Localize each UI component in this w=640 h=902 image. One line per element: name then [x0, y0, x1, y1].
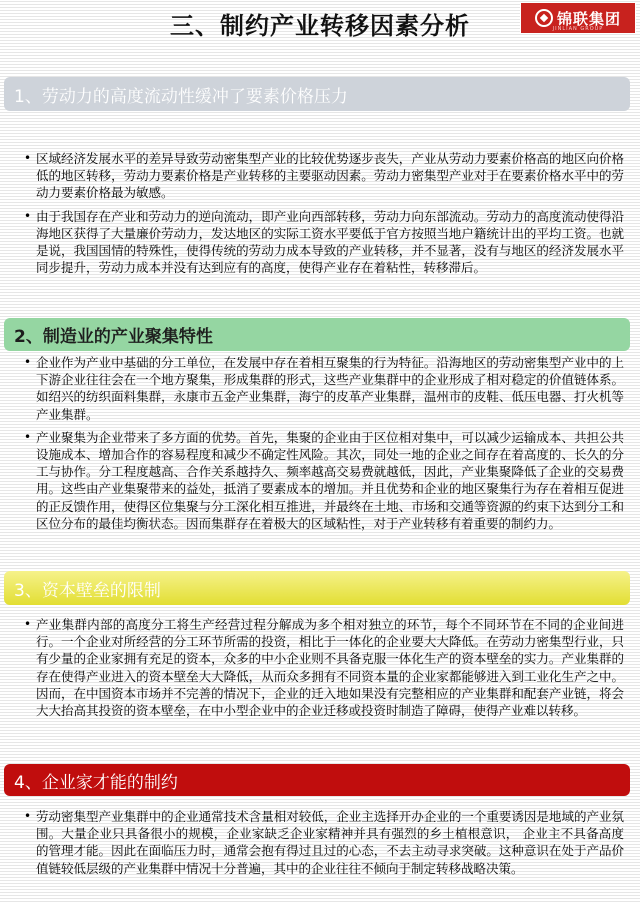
logo-text: 锦联集团	[556, 9, 621, 28]
section-body-1	[24, 150, 624, 282]
paragraph-text: 产业聚集为企业带来了多方面的优势。首先，集聚的企业由于区位相对集中，可以减少运输成本、共担公共设施成本、增加合作的容易程度和减少不确定性风险。其次，同处一地的企业之间存在着高度的、长久的分工与协作。分工程度越高、合作关系越持久、频率越高交易费就越低，因此，产业集聚降低了企业的交易费用。这些由产业集聚带来的益处，抵消了要素成本的增加。并且优势和企业的地区聚集行为存在着相互促进的正反馈作用，使得区位集聚与分工深化相互推进，并最终在土地、市场和交通等资源的约束下达到分工和区位分布的最佳均衡状态。因而集群存在着极大的区域粘性，对于产业转移有着重要的制约力。	[36, 429, 624, 531]
section-heading-3	[4, 571, 630, 605]
section-heading-text: 1、劳动力的高度流动性缓冲了要素价格压力	[14, 86, 348, 107]
company-logo	[520, 2, 636, 34]
bullet-paragraph	[24, 150, 624, 202]
bullet-paragraph	[24, 354, 624, 423]
paragraph-text: 劳动密集型产业集群中的企业通常技术含量相对较低，企业主选择开办企业的一个重要诱因是地域的产业氛围。大量企业只具备很小的规模，企业家缺乏企业家精神并具有强烈的乡土植根意识， 企业主不具备高度的管理才能。因此在面临压力时，通常会抱有得过且过的心态，不去主动寻求突破。这种意识在处于产品价值链较低层级的产业集群中情况十分普遍，其中的企业往往不倾向于制定转移战略决策。	[36, 809, 624, 876]
bullet-icon: •	[24, 429, 32, 444]
section-body-2	[24, 354, 624, 538]
bullet-icon: •	[24, 355, 32, 369]
section-body-3	[24, 616, 624, 725]
bullet-paragraph	[24, 429, 624, 532]
bullet-paragraph	[24, 616, 624, 719]
bullet-icon: •	[24, 151, 32, 165]
section-heading-2	[4, 318, 630, 351]
logo-subtext: JINLIAN GROUP	[552, 26, 604, 32]
paragraph-text: 由于我国存在产业和劳动力的逆向流动，即产业向西部转移，劳动力向东部流动。劳动力的高度流动使得沿海地区获得了大量廉价劳动力，发达地区的实际工资水平要低于官方按照当地户籍统计出的平均工资。也就是说，我国国情的特殊性，使得传统的劳动力成本导致的产业转移，并不显著，没有与地区的经济发展水平同步提升，劳动力成本并没有达到应有的高度，使得产业存在着粘性，转移滞后。	[36, 208, 624, 276]
section-heading-1	[4, 77, 630, 111]
section-heading-text: 4、企业家才能的制约	[14, 772, 178, 793]
logo-seal-icon	[535, 9, 553, 27]
section-heading-4	[4, 764, 630, 796]
section-heading-text: 2、制造业的产业聚集特性	[14, 327, 213, 347]
bullet-paragraph	[24, 808, 624, 877]
paragraph-text: 区域经济发展水平的差异导致劳动密集型产业的比较优势逐步丧失，产业从劳动力要素价格高的地区向价格低的地区转移，劳动力要素价格是产业转移的主要驱动因素。劳动力密集型产业对于在要素价格水平中的劳动力要素价格最为敏感。	[36, 151, 624, 201]
section-body-4	[24, 808, 624, 883]
paragraph-text: 企业作为产业中基础的分工单位，在发展中存在着相互聚集的行为特征。沿海地区的劳动密集型产业中的上下游企业往往会在一个地方聚集，形成集群的形式，这些产业集群中的企业形成了相对稳定的价值链体系。如绍兴的纺织面料集群，永康市五金产业集群，海宁的皮革产业集群，温州市的皮鞋、低压电器、打火机等产业集群。	[36, 355, 624, 422]
bullet-icon: •	[24, 208, 32, 223]
page-title: 三、制约产业转移因素分析	[170, 12, 470, 40]
bullet-icon: •	[24, 809, 32, 823]
section-heading-text: 3、资本壁垒的限制	[14, 580, 161, 601]
paragraph-text: 产业集群内部的高度分工将生产经营过程分解成为多个相对独立的环节，每个不同环节在不同的企业间进行。一个企业对所经营的分工环节所需的投资，相比于一体化的企业要大大降低。在劳动力密集型行业，只有少量的企业家拥有充足的资本，众多的中小企业则不具备克服一体化生产的资本壁垒的实力。产业集群的存在使得产业进入的资本壁垒大大降低，从而众多拥有不同资本量的企业家都能够进入到工业化生产之中。因而，在中国资本市场并不完善的情况下，企业的迁入地如果没有完整相应的产业集群和配套产业链，将会大大抬高其投资的资本壁垒，在中小型企业中的企业迁移或投资时制造了障碍，使得产业难以转移。	[36, 617, 624, 719]
bullet-paragraph	[24, 208, 624, 277]
bullet-icon: •	[24, 617, 32, 631]
